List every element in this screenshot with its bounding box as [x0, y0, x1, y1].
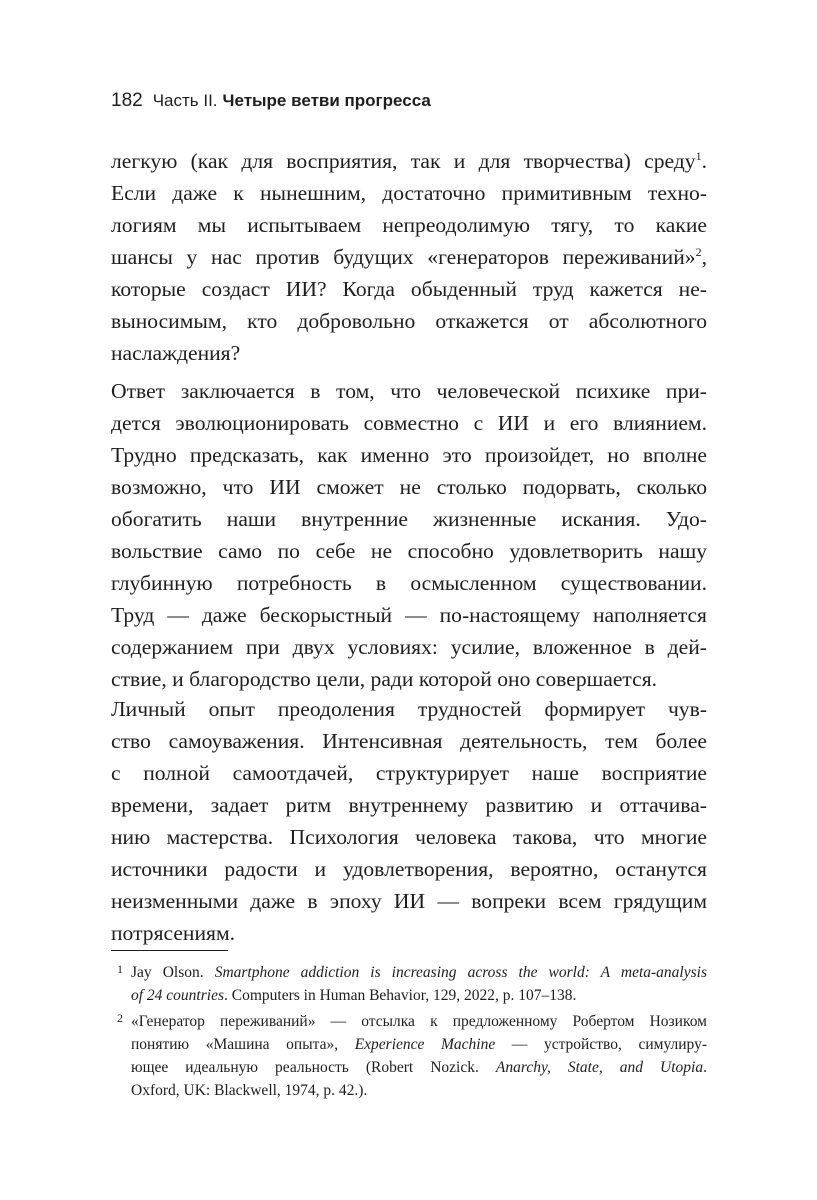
- footnote-line: Jay Olson. Smartphone addiction is increasing across the world: A meta-analysis: [131, 964, 707, 981]
- text-line: выносимым, кто добровольно откажется от абсолютного: [111, 309, 707, 333]
- text-line: возможно, что ИИ сможет не столько подорвать, сколько: [111, 475, 707, 499]
- text-line: легкую (как для восприятия, так и для творчества) среду$^1$.: [111, 148, 707, 173]
- text-line: дется эволюционировать совместно с ИИ и его влиянием.: [111, 411, 707, 435]
- text-line: потрясениям.: [111, 921, 236, 945]
- text-line: Если даже к нынешним, достаточно примитивным техно-: [111, 181, 707, 205]
- text-line: ство самоуважения. Интенсивная деятельность, тем более: [111, 729, 707, 753]
- text-line: неизменными даже в эпоху ИИ — вопреки всем грядущим: [111, 889, 707, 913]
- text-line: Ответ заключается в том, что человеческой психике при-: [111, 379, 707, 403]
- text-line: шансы у нас против будущих «генераторов переживаний»$^2$,: [111, 244, 707, 269]
- text-line: наслаждения?: [111, 341, 241, 365]
- footnote-ref-2[interactable]: 2: [695, 244, 702, 259]
- text-line: источники радости и удовлетворения, вероятно, останутся: [111, 857, 707, 881]
- text-line: глубинную потребность в осмысленном существовании.: [111, 571, 707, 595]
- text-line: нию мастерства. Психология человека такова, что многие: [111, 825, 707, 849]
- footnote-line: ющее идеальную реальность (Robert Nozick. Anarchy, State, and Utopia.: [131, 1059, 707, 1076]
- text-line: Труд — даже бескорыстный — по-настоящему наполняется: [111, 603, 707, 627]
- text-line: содержанием при двух условиях: усилие, вложенное в дей-: [111, 635, 707, 659]
- footnote-divider: [111, 950, 228, 951]
- text-line: времени, задает ритм внутреннему развитию и оттачива-: [111, 793, 707, 817]
- text-line: обогатить наши внутренние жизненные искания. Удо-: [111, 507, 707, 531]
- text-line: с полной самоотдачей, структурирует наше восприятие: [111, 761, 707, 785]
- text-line: ствие, и благородство цели, ради которой оно совершается.: [111, 667, 658, 691]
- footnote-marker: 1: [117, 962, 123, 976]
- text-line: логиям мы испытываем непреодолимую тягу, то какие: [111, 213, 707, 237]
- footnote-marker: 2: [117, 1011, 123, 1025]
- running-header: [111, 90, 431, 112]
- text-line: вольствие само по себе не способно удовлетворить нашу: [111, 539, 707, 563]
- page-number: 182: [111, 90, 143, 111]
- footnote-line: Oxford, UK: Blackwell, 1974, p. 42.).: [131, 1082, 368, 1099]
- footnote-ref-1[interactable]: 1: [695, 148, 702, 163]
- footnote-line: понятию «Машина опыта», Experience Machine — устройство, симулиру-: [131, 1036, 707, 1053]
- text-line: которые создаст ИИ? Когда обыденный труд кажется не-: [111, 277, 707, 301]
- footnote-line: of 24 countries. Computers in Human Behavior, 129, 2022, p. 107–138.: [131, 987, 577, 1004]
- part-label: Часть II.: [152, 91, 218, 110]
- chapter-title: Четыре ветви прогресса: [222, 91, 431, 110]
- text-line: Трудно предсказать, как именно это произойдет, но вполне: [111, 443, 707, 467]
- text-line: Личный опыт преодоления трудностей формирует чув-: [111, 697, 707, 721]
- footnote-line: «Генератор переживаний» — отсылка к предложенному Робертом Нозиком: [131, 1013, 707, 1030]
